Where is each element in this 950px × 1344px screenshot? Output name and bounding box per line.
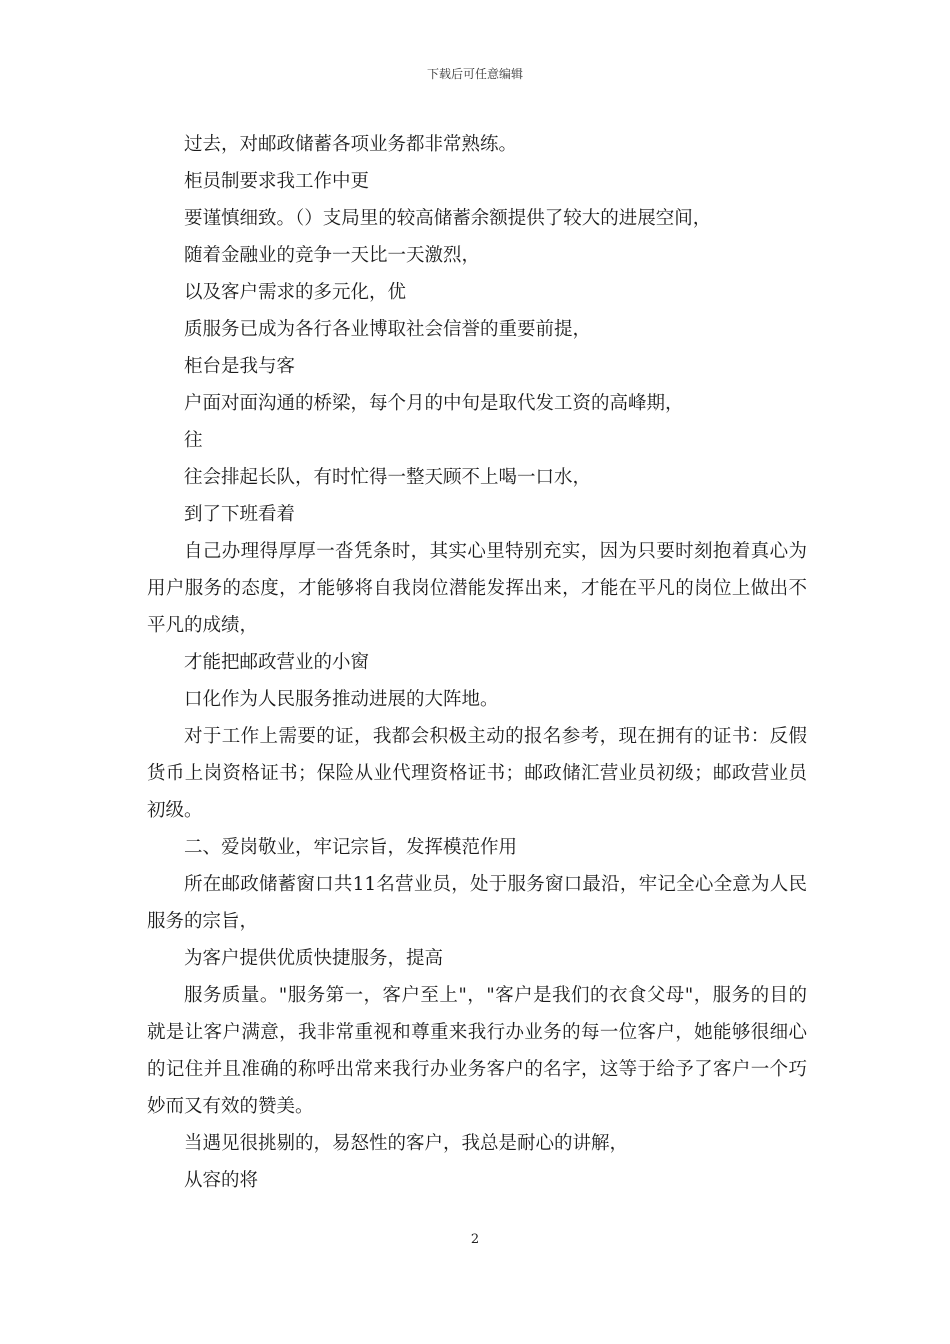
page-header: 下载后可任意编辑 xyxy=(426,67,523,81)
paragraph: 以及客户需求的多元化，优 xyxy=(184,282,407,303)
paragraph: 对于工作上需要的证，我都会积极主动的报名参考，现在拥有的证书：反假货币上岗资格证书；保险从业代理资格证书；邮政储汇营业员初级；邮政营业员初级。 xyxy=(147,726,807,821)
paragraph: 随着金融业的竞争一天比一天激烈， xyxy=(184,245,481,266)
paragraph: 质服务已成为各行各业博取社会信誉的重要前提， xyxy=(184,319,592,340)
paragraph: 自己办理得厚厚一沓凭条时，其实心里特别充实，因为只要时刻抱着真心为用户服务的态度，才能够将自我岗位潜能发挥出来，才能在平凡的岗位上做出不平凡的成绩， xyxy=(147,541,807,636)
paragraph: 过去，对邮政储蓄各项业务都非常熟练。 xyxy=(184,134,518,155)
paragraph: 往会排起长队，有时忙得一整天顾不上喝一口水， xyxy=(184,467,592,488)
paragraph: 才能把邮政营业的小窗 xyxy=(184,652,370,673)
paragraph: 为客户提供优质快捷服务，提高 xyxy=(184,948,444,969)
paragraph: 当遇见很挑剔的，易怒性的客户，我总是耐心的讲解， xyxy=(184,1133,629,1154)
paragraph: 往 xyxy=(184,430,203,451)
paragraph: 户面对面沟通的桥梁，每个月的中旬是取代发工资的高峰期， xyxy=(184,393,684,414)
section-heading: 二、爱岗敬业，牢记宗旨，发挥模范作用 xyxy=(184,837,518,858)
paragraph: 柜台是我与客 xyxy=(184,356,296,377)
paragraph: 柜员制要求我工作中更 xyxy=(184,171,370,192)
paragraph: 口化作为人民服务推动进展的大阵地。 xyxy=(184,689,499,710)
paragraph: 要谨慎细致。（）支局里的较高储蓄余额提供了较大的进展空间， xyxy=(184,208,712,229)
paragraph: 到了下班看着 xyxy=(184,504,296,525)
paragraph: 服务质量。"服务第一，客户至上"，"客户是我们的衣食父母"，服务的目的就是让客户满意，我非常重视和尊重来我行办业务的每一位客户，她能够很细心的记住并且准确的称呼出常来我行办业务客户的名字，这等于给予了客户一个巧妙而又有效的赞美。 xyxy=(147,985,807,1117)
paragraph: 从容的将 xyxy=(184,1170,259,1191)
page-number: 2 xyxy=(470,1232,480,1247)
document-body xyxy=(147,126,807,1199)
paragraph: 所在邮政储蓄窗口共11名营业员，处于服务窗口最沿，牢记全心全意为人民服务的宗旨， xyxy=(147,874,807,932)
